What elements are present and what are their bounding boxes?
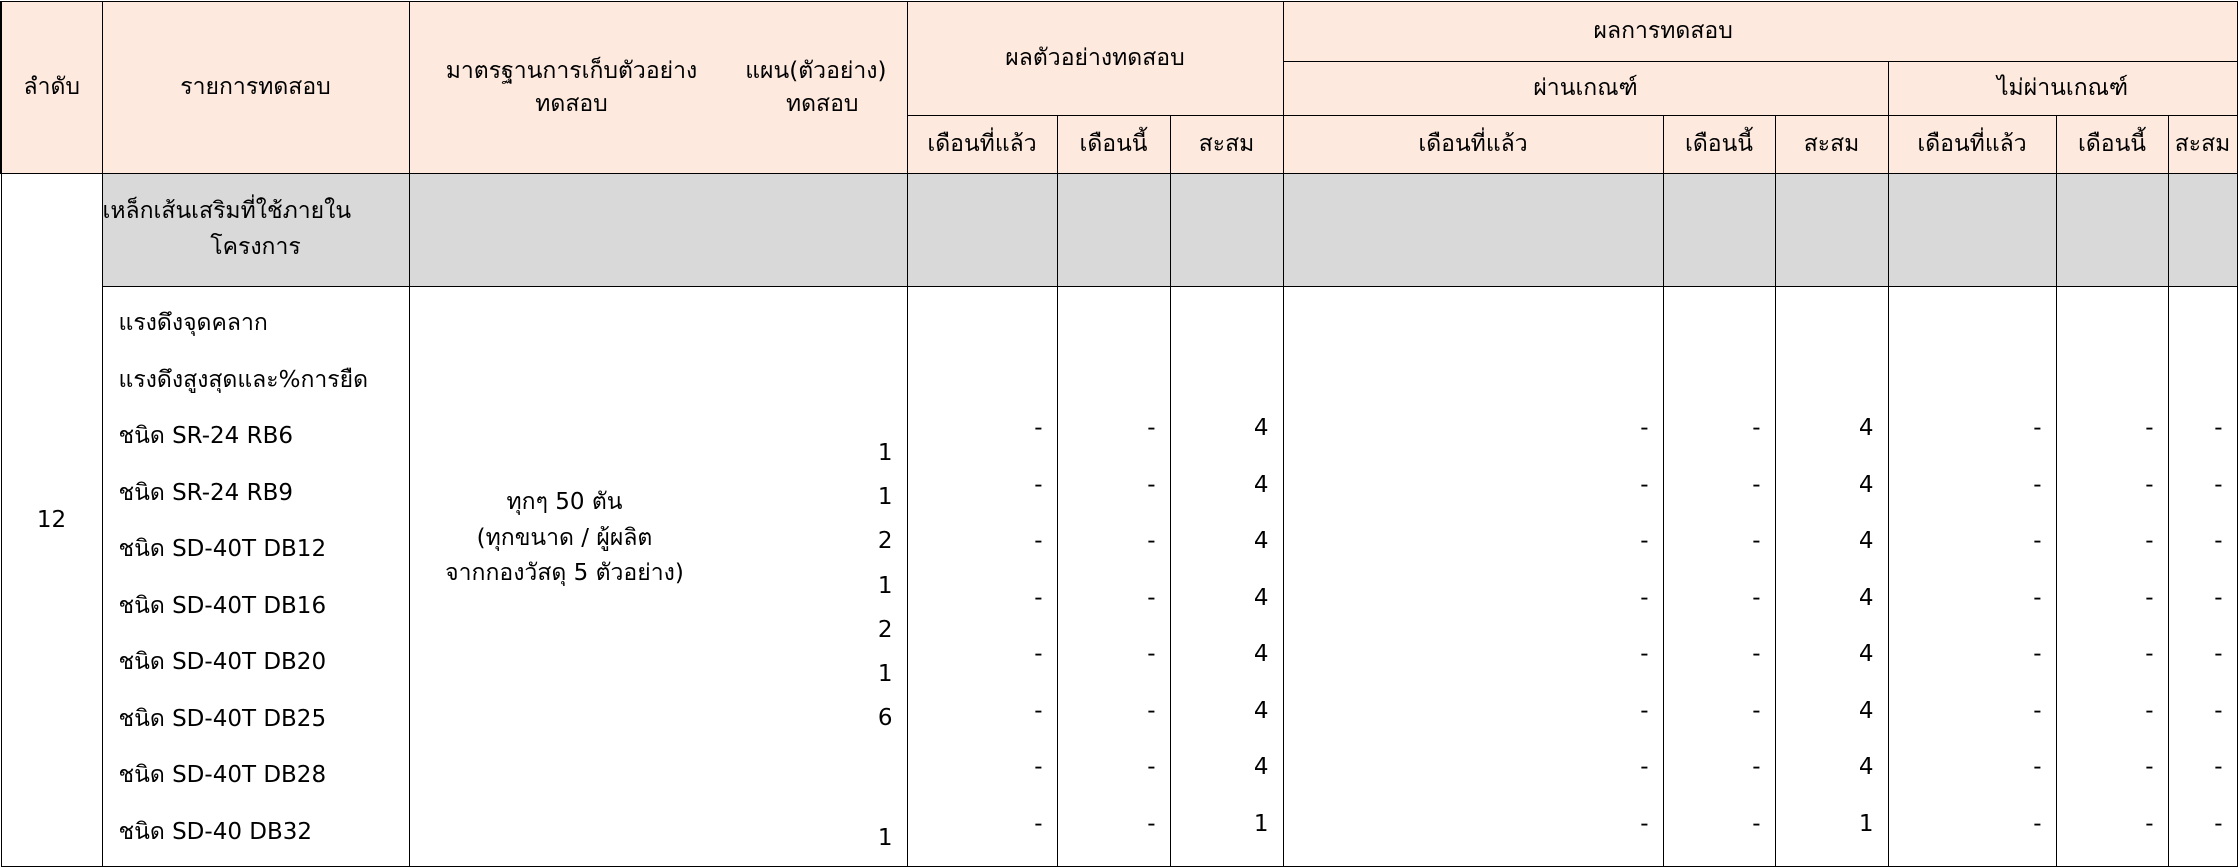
result-value: -	[1640, 810, 1649, 837]
result-value: -	[2145, 528, 2154, 554]
result-value: -	[1034, 471, 1043, 498]
result-value: -	[1752, 754, 1761, 780]
test-item-intro: แรงดึงจุดคลาก	[118, 310, 268, 336]
test-item-name: ชนิด SD-40T DB28	[118, 762, 327, 788]
result-value: -	[2214, 584, 2223, 611]
sampling-standard-line2: (ทุกขนาด / ผู้ผลิต	[476, 524, 653, 551]
test-item-name: ชนิด SR-24 RB6	[118, 423, 293, 449]
row-index: 12	[1, 174, 102, 867]
result-value: -	[2145, 810, 2154, 837]
plan-value-last: 1	[877, 825, 893, 851]
test-items-cell	[102, 287, 409, 867]
header-plan-line2: ทดสอบ	[785, 90, 859, 117]
sample-cumulative-values	[1171, 287, 1283, 852]
header-pass-cumulative: สะสม	[1775, 116, 1888, 174]
header-plan-line1: แผน(ตัวอย่าง)	[745, 58, 887, 85]
sampling-plan-cell	[409, 287, 907, 867]
section-title	[102, 174, 409, 287]
section-cell	[1057, 174, 1170, 287]
result-value: -	[1752, 641, 1761, 667]
plan-value: 1	[877, 484, 893, 511]
header-sample-results: ผลตัวอย่างทดสอบ	[907, 2, 1283, 116]
header-sampling-standard-line2: ทดสอบ	[535, 90, 608, 117]
result-value: -	[1640, 528, 1649, 554]
result-value: -	[2145, 641, 2154, 667]
section-cell	[1888, 174, 2056, 287]
result-value: 4	[1858, 697, 1874, 724]
result-value: -	[2145, 415, 2154, 441]
section-cell	[409, 174, 907, 287]
header-pass: ผ่านเกณฑ์	[1283, 62, 1888, 116]
header-fail-last-month: เดือนที่แล้ว	[1888, 116, 2056, 174]
fail-cumulative-values	[2169, 287, 2237, 852]
fail-this-month-cell	[2056, 287, 2168, 867]
result-value: -	[1147, 471, 1156, 498]
result-value: 4	[1858, 584, 1874, 611]
result-value: -	[2214, 471, 2223, 498]
result-value: 4	[1858, 471, 1874, 498]
result-value: -	[2214, 641, 2223, 667]
result-value: -	[1034, 754, 1043, 780]
result-value: -	[1640, 641, 1649, 667]
test-item-intro: แรงดึงสูงสุดและ%การยืด	[118, 366, 369, 393]
result-value: -	[1640, 697, 1649, 724]
pass-last-month-values	[1284, 287, 1663, 852]
section-cell	[907, 174, 1057, 287]
section-cell	[1663, 174, 1775, 287]
header-pass-this-month: เดือนนี้	[1663, 116, 1775, 174]
sampling-standard-line1: ทุกๆ 50 ตัน	[506, 489, 623, 515]
test-item-name: ชนิด SD-40 DB32	[118, 818, 313, 845]
result-value: 4	[1253, 641, 1269, 667]
result-value: -	[2145, 584, 2154, 611]
header-fail-cumulative: สะสม	[2168, 116, 2237, 174]
plan-value: 1	[877, 660, 893, 687]
result-value: 1	[1253, 810, 1269, 837]
sample-last-month-cell	[907, 287, 1057, 867]
result-value: -	[2214, 697, 2223, 724]
result-value: 4	[1858, 754, 1874, 780]
section-cell	[1170, 174, 1283, 287]
result-value: -	[2033, 584, 2042, 611]
result-value: -	[2145, 754, 2154, 780]
result-value: -	[2214, 754, 2223, 780]
result-value: 4	[1253, 697, 1269, 724]
header-sample-this-month: เดือนนี้	[1057, 116, 1170, 174]
result-value: -	[2145, 471, 2154, 498]
header-fail-this-month: เดือนนี้	[2056, 116, 2168, 174]
result-value: 4	[1253, 754, 1269, 780]
result-value: -	[1147, 754, 1156, 780]
result-value: -	[1147, 810, 1156, 837]
header-sample-cumulative: สะสม	[1170, 116, 1283, 174]
header-sampling-standard-line1: มาตรฐานการเก็บตัวอย่าง	[445, 58, 698, 85]
result-value: -	[1752, 415, 1761, 441]
section-cell	[2168, 174, 2237, 287]
result-value: -	[1752, 528, 1761, 554]
header-test-items: รายการทดสอบ	[102, 2, 409, 174]
result-value: -	[1640, 415, 1649, 441]
result-value: -	[1147, 697, 1156, 724]
result-value: 4	[1858, 641, 1874, 667]
pass-cumulative-cell	[1775, 287, 1888, 867]
result-value: 4	[1858, 528, 1874, 554]
plan-value: 1	[877, 440, 893, 466]
result-value: -	[1147, 584, 1156, 611]
result-value: -	[1034, 697, 1043, 724]
result-value: -	[2214, 810, 2223, 837]
header-pass-last-month: เดือนที่แล้ว	[1283, 116, 1663, 174]
result-value: -	[2033, 641, 2042, 667]
header-sample-last-month: เดือนที่แล้ว	[907, 116, 1057, 174]
header-sampling-plan	[409, 2, 907, 174]
test-item-name: ชนิด SR-24 RB9	[118, 479, 293, 506]
plan-values	[878, 287, 907, 740]
pass-this-month-values	[1664, 287, 1775, 852]
result-value: -	[1034, 810, 1043, 837]
sample-cumulative-cell	[1170, 287, 1283, 867]
result-value: -	[2033, 697, 2042, 724]
sample-last-month-values	[908, 287, 1057, 852]
result-value: 4	[1253, 415, 1269, 441]
section-cell	[2056, 174, 2168, 287]
fail-last-month-cell	[1888, 287, 2056, 867]
fail-cumulative-cell	[2168, 287, 2237, 867]
sampling-standard-line3: จากกองวัสดุ 5 ตัวอย่าง)	[445, 560, 684, 587]
result-value: -	[2214, 415, 2223, 441]
result-value: -	[1034, 584, 1043, 611]
result-value: 1	[1858, 810, 1874, 837]
section-cell	[1283, 174, 1663, 287]
test-results-table	[0, 1, 2238, 867]
test-item-name: ชนิด SD-40T DB12	[118, 536, 327, 562]
result-value: -	[2033, 810, 2042, 837]
result-value: 4	[1253, 528, 1269, 554]
section-title-line1: เหล็กเส้นเสริมที่ใช้ภายใน	[102, 198, 352, 225]
section-cell	[1775, 174, 1888, 287]
fail-last-month-values	[1889, 287, 2056, 852]
result-value: -	[1640, 754, 1649, 780]
result-value: -	[2033, 415, 2042, 441]
result-value: -	[1752, 584, 1761, 611]
sampling-standard-text	[410, 287, 720, 592]
result-value: -	[2033, 471, 2042, 498]
result-value: -	[1034, 641, 1043, 667]
result-value: -	[1147, 415, 1156, 441]
section-title-line2: โครงการ	[210, 234, 301, 260]
result-value: -	[1640, 471, 1649, 498]
result-value: -	[1752, 697, 1761, 724]
plan-value: 6	[877, 705, 893, 732]
test-item-name: ชนิด SD-40T DB25	[118, 705, 327, 732]
result-value: -	[1752, 810, 1761, 837]
result-value: -	[2033, 754, 2042, 780]
plan-value: 1	[877, 572, 893, 599]
test-item-name: ชนิด SD-40T DB20	[118, 649, 327, 675]
result-value: -	[1147, 528, 1156, 554]
test-items-list	[103, 287, 409, 860]
result-value: -	[1752, 471, 1761, 498]
result-value: 4	[1253, 471, 1269, 498]
plan-value: 2	[877, 528, 893, 555]
header-fail: ไม่ผ่านเกณฑ์	[1888, 62, 2237, 116]
header-order: ลำดับ	[1, 2, 102, 174]
test-item-name: ชนิด SD-40T DB16	[118, 592, 327, 619]
result-value: -	[2145, 697, 2154, 724]
pass-last-month-cell	[1283, 287, 1663, 867]
result-value: -	[2033, 528, 2042, 554]
sample-this-month-values	[1058, 287, 1170, 852]
result-value: -	[1640, 584, 1649, 611]
result-value: -	[1147, 641, 1156, 667]
fail-this-month-values	[2057, 287, 2168, 852]
sample-this-month-cell	[1057, 287, 1170, 867]
header-test-results: ผลการทดสอบ	[1283, 2, 2237, 62]
pass-cumulative-values	[1776, 287, 1888, 852]
result-value: -	[2214, 528, 2223, 554]
result-value: -	[1034, 415, 1043, 441]
plan-value: 2	[877, 616, 893, 643]
pass-this-month-cell	[1663, 287, 1775, 867]
result-value: 4	[1858, 415, 1874, 441]
result-value: 4	[1253, 584, 1269, 611]
result-value: -	[1034, 528, 1043, 554]
